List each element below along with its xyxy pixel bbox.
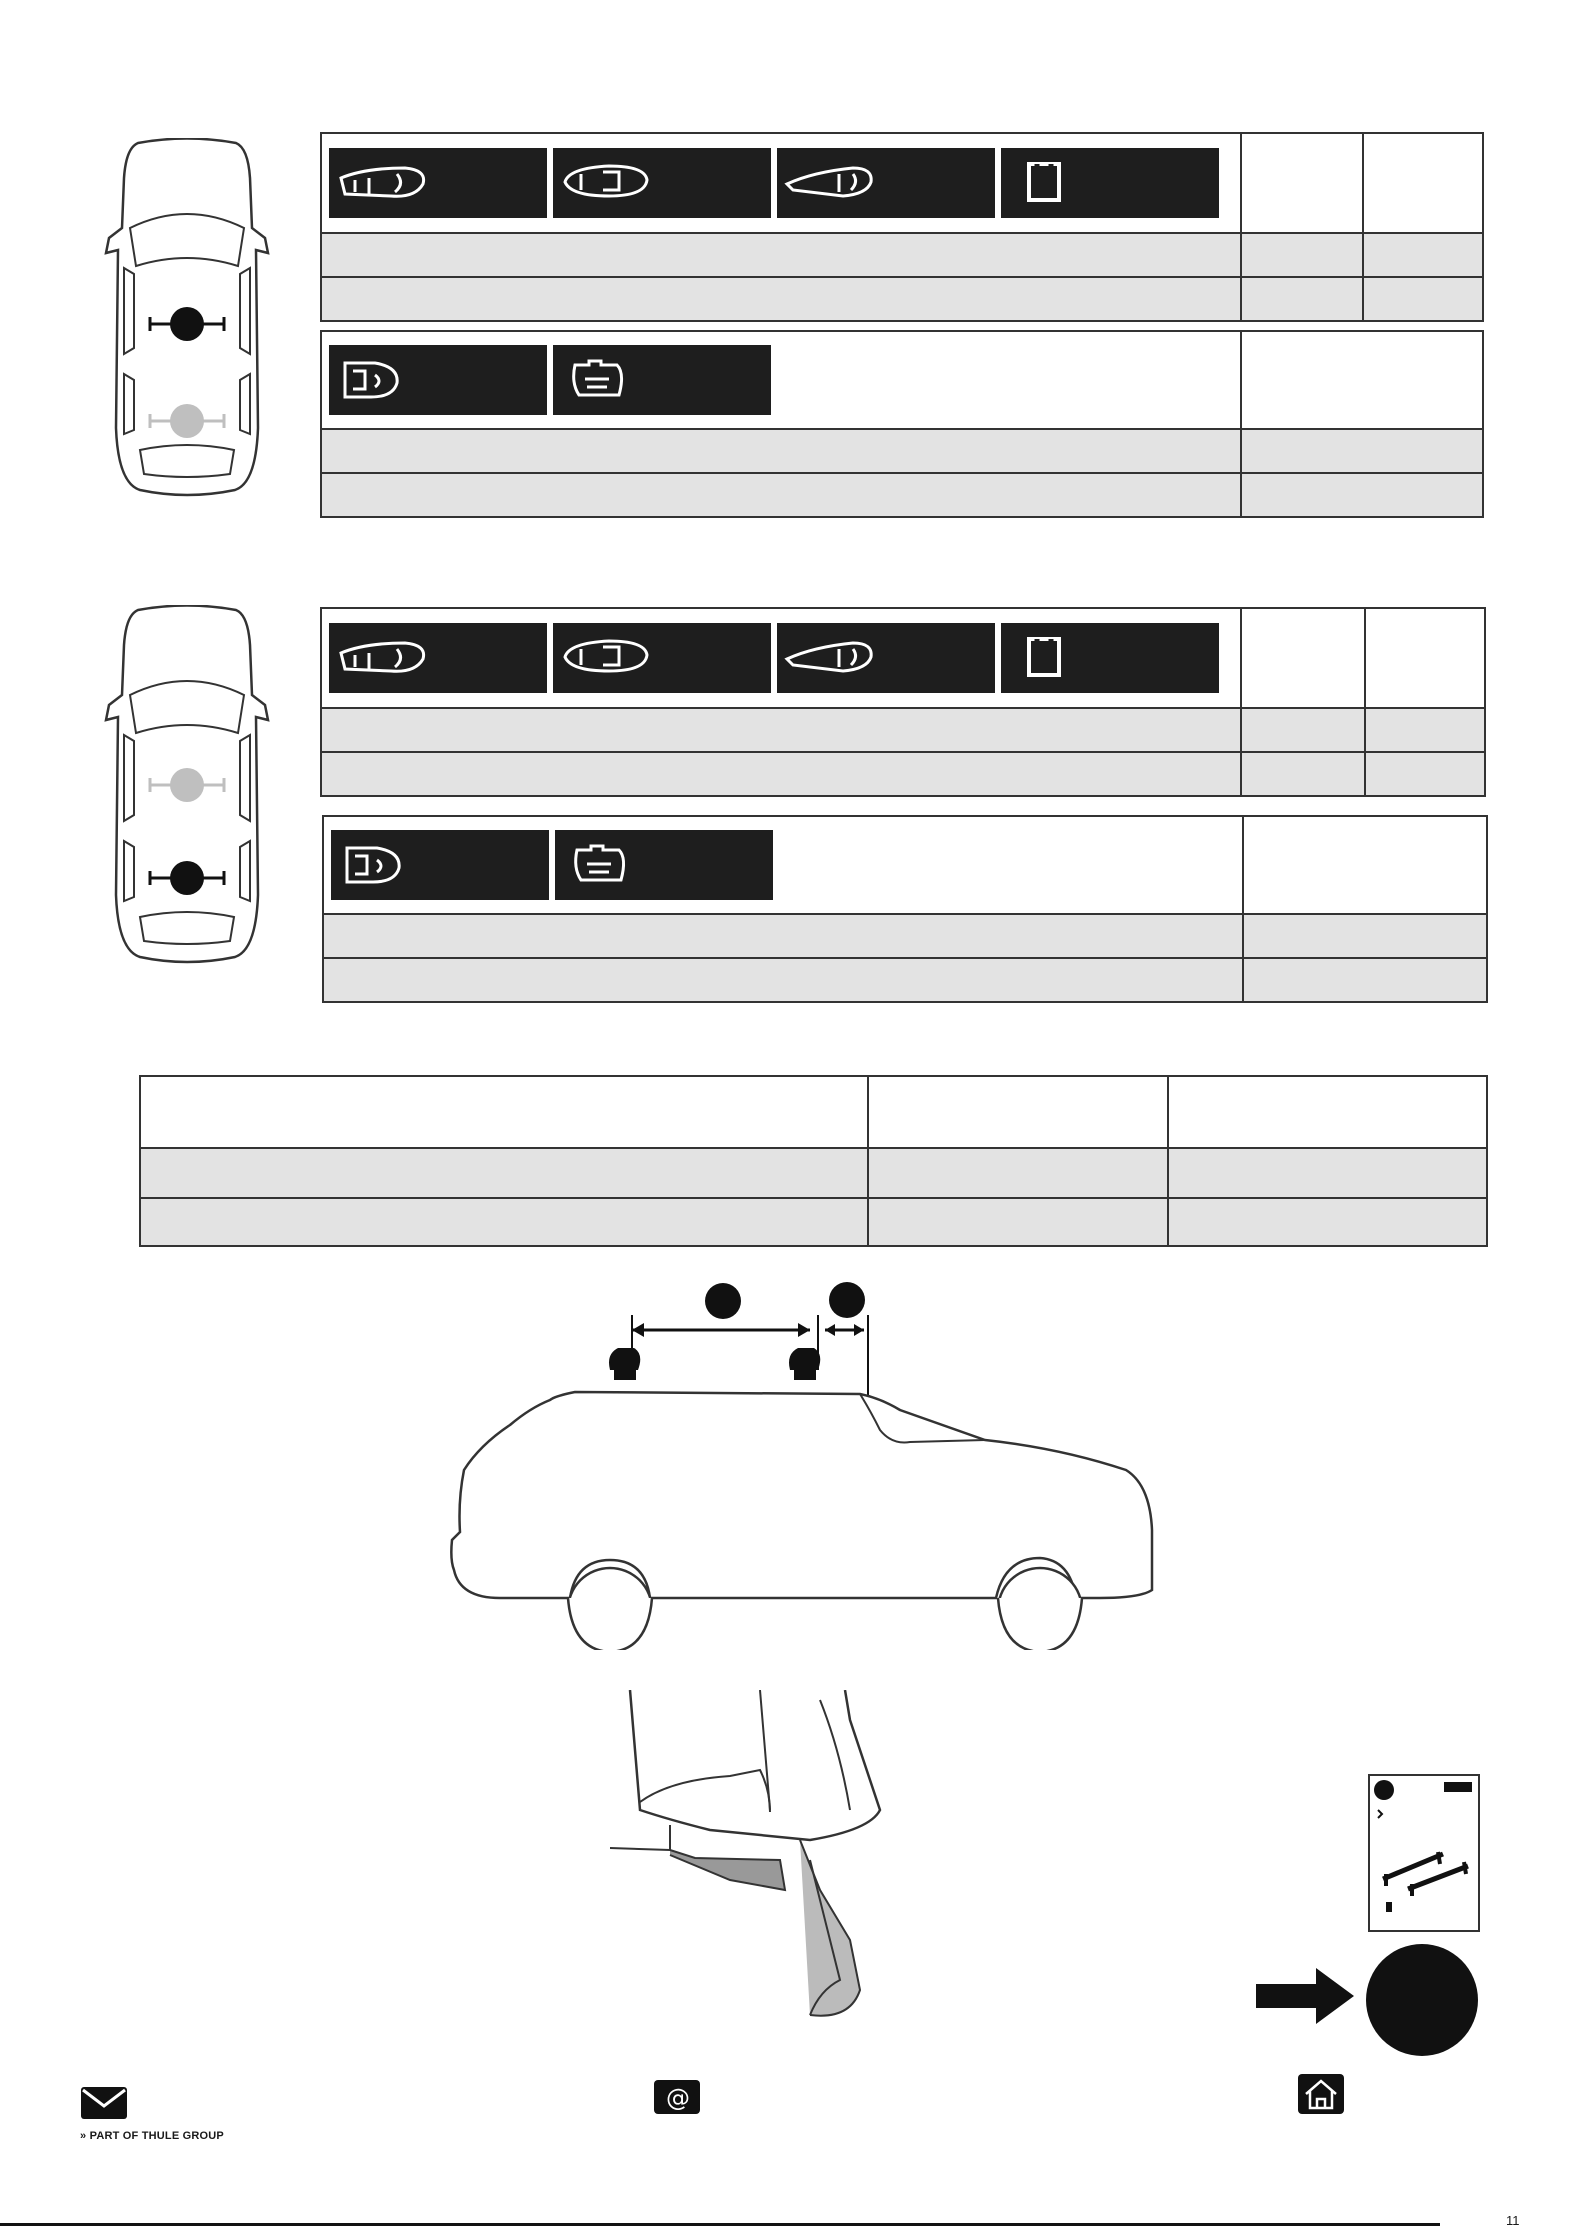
aero-bar-profile-icon [335, 631, 431, 683]
home-icon[interactable] [1298, 2074, 1344, 2114]
svg-text:@: @ [666, 2084, 690, 2112]
front-bar-table-b [320, 330, 1484, 518]
slot-bar-tile [329, 345, 547, 415]
slot-bar-profile-icon [337, 838, 433, 890]
edge-bar-tile [553, 623, 771, 693]
aero-bar-tile [329, 623, 547, 693]
wing-bar-tile [777, 148, 995, 218]
chevron-right-icon: » [80, 2130, 87, 2142]
wing-bar-profile-icon [783, 631, 879, 683]
next-step-circle [1366, 1944, 1478, 2056]
measurement-table [139, 1075, 1488, 1247]
open-slot-bar-tile [555, 830, 773, 900]
open-slot-bar-profile-icon [561, 838, 657, 890]
page-number: 11 [1506, 2213, 1520, 2228]
at-sign-icon[interactable] [654, 2080, 700, 2114]
square-bar-profile-icon [1007, 631, 1103, 683]
square-bar-tile [1001, 148, 1219, 218]
rear-bar-table-a [320, 607, 1486, 797]
car-top-view-front [100, 138, 275, 498]
open-slot-bar-tile [553, 345, 771, 415]
wing-bar-profile-icon [783, 156, 879, 208]
car-top-view-rear [100, 605, 275, 965]
edge-bar-profile-icon [559, 631, 655, 683]
dimension-a-marker [705, 1283, 741, 1319]
reference-booklet-thumbnail [1368, 1774, 1480, 1932]
slot-bar-profile-icon [335, 353, 431, 405]
dimension-b-marker [829, 1282, 865, 1318]
foot-mounting-detail [610, 1690, 910, 2030]
front-bar-table-a [320, 132, 1484, 322]
open-slot-bar-profile-icon [559, 353, 655, 405]
aero-bar-tile [329, 148, 547, 218]
next-step-arrow-icon [1256, 1968, 1356, 2024]
rear-bar-table-b [322, 815, 1488, 1003]
aero-bar-profile-icon [335, 156, 431, 208]
square-bar-tile [1001, 623, 1219, 693]
edge-bar-tile [553, 148, 771, 218]
edge-bar-profile-icon [559, 156, 655, 208]
mail-icon[interactable] [80, 2086, 128, 2120]
car-side-view-diagram [440, 1270, 1160, 1650]
footer-rule [0, 2223, 1440, 2226]
brand-tagline: » PART OF THULE GROUP [80, 2130, 224, 2142]
wing-bar-tile [777, 623, 995, 693]
square-bar-profile-icon [1007, 156, 1103, 208]
slot-bar-tile [331, 830, 549, 900]
